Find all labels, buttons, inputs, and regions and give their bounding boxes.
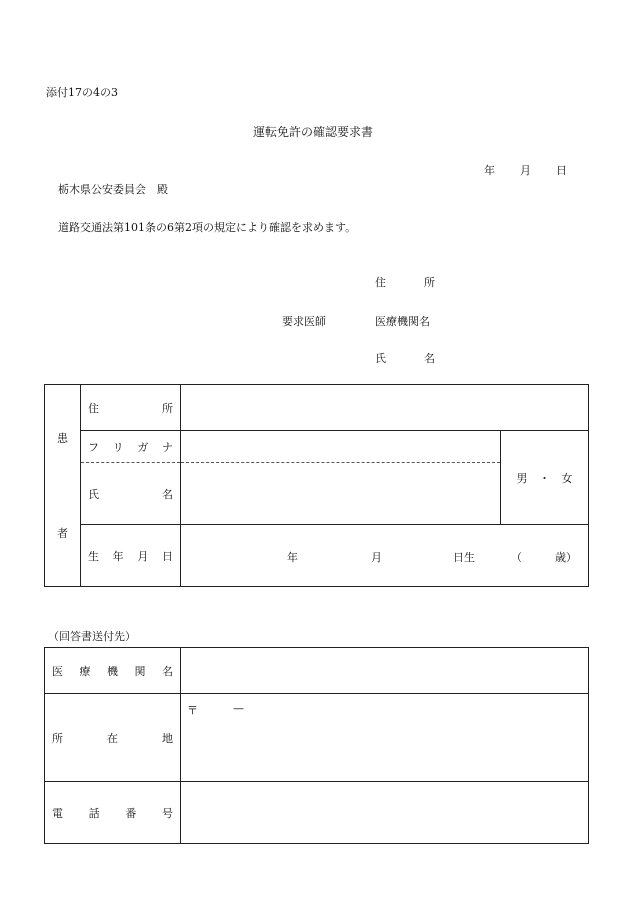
postal-dash: — [233, 702, 244, 715]
reply-phone-label: 電 話 番 号 [45, 782, 181, 844]
reply-institution-field[interactable] [181, 648, 589, 694]
reply-caption: （回答書送付先） [48, 630, 136, 643]
birth-day-unit: 日生 [453, 551, 475, 564]
reply-institution-label: 医 療 機 関 名 [45, 648, 181, 694]
patient-name-field[interactable] [181, 463, 501, 525]
statement: 道路交通法第101条の6第2項の規定により確認を求めます。 [58, 221, 357, 234]
requester-address-label: 住 所 [375, 276, 435, 289]
age-unit: 歳） [555, 551, 577, 564]
patient-birth-field[interactable] [181, 525, 589, 587]
postal-mark: 〒 [187, 704, 198, 717]
patient-furigana-field[interactable] [181, 431, 501, 463]
date-year: 年 [484, 164, 495, 177]
date-day: 日 [556, 164, 567, 177]
patient-gender[interactable]: 男 ・ 女 [501, 431, 589, 525]
birth-year-unit: 年 [287, 551, 298, 564]
addressee: 栃木県公安委員会 殿 [58, 183, 168, 196]
requester-role-label: 要求医師 [282, 315, 326, 328]
document-title: 運転免許の確認要求書 [253, 125, 374, 139]
reply-phone-field[interactable] [181, 782, 589, 844]
age-open-paren: （ [511, 551, 522, 564]
reply-table [44, 647, 589, 844]
patient-address-label: 住 所 [81, 385, 181, 431]
patient-address-field[interactable] [181, 385, 589, 431]
patient-birth-label: 生 年 月 日 [81, 525, 181, 587]
patient-table [44, 384, 589, 587]
patient-furigana-label: フ リ ガ ナ [81, 431, 181, 463]
requester-institution-label: 医療機関名 [375, 315, 430, 328]
date-month: 月 [520, 164, 531, 177]
reply-location-label: 所 在 地 [45, 694, 181, 782]
patient-name-label: 氏 名 [81, 463, 181, 525]
patient-side-label: 患 者 [45, 385, 81, 587]
reply-location-field[interactable] [181, 694, 589, 782]
birth-month-unit: 月 [371, 551, 382, 564]
requester-name-label: 氏 名 [375, 352, 435, 365]
attachment-number: 添付17の4の3 [46, 86, 118, 99]
